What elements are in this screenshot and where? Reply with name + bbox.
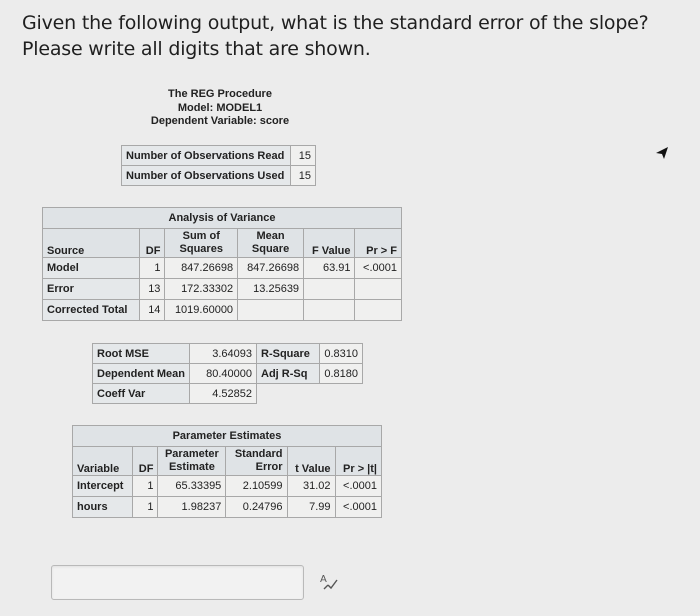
fit-statistics-table bbox=[92, 343, 363, 404]
table-row bbox=[43, 300, 402, 321]
coeffvar-value: 4.52852 bbox=[190, 384, 257, 404]
table-row bbox=[93, 344, 363, 364]
anova-f bbox=[304, 300, 355, 321]
anova-p bbox=[355, 279, 402, 300]
param-se: 0.24796 bbox=[226, 497, 287, 518]
coeffvar-label: Coeff Var bbox=[93, 384, 190, 404]
anova-col-ss-bottom: Squares bbox=[179, 243, 223, 255]
root-mse-label: Root MSE bbox=[93, 344, 190, 364]
anova-col-ss bbox=[165, 229, 238, 258]
anova-col-df: DF bbox=[139, 229, 165, 258]
rsq-label: R-Square bbox=[257, 344, 320, 364]
params-title: Parameter Estimates bbox=[73, 426, 382, 447]
param-t: 7.99 bbox=[287, 497, 335, 518]
answer-input[interactable] bbox=[51, 565, 304, 600]
table-row bbox=[43, 208, 402, 229]
params-col-se-bottom: Error bbox=[255, 461, 283, 473]
dep-mean-label: Dependent Mean bbox=[93, 364, 190, 384]
anova-col-ms bbox=[238, 229, 304, 258]
anova-ss: 172.33302 bbox=[165, 279, 238, 300]
proc-title: The REG Procedure bbox=[168, 88, 272, 100]
anova-col-source: Source bbox=[43, 229, 140, 258]
anova-source: Corrected Total bbox=[43, 300, 140, 321]
params-col-se bbox=[226, 447, 287, 476]
param-p: <.0001 bbox=[335, 476, 381, 497]
param-p: <.0001 bbox=[335, 497, 381, 518]
anova-ms: 13.25639 bbox=[238, 279, 304, 300]
adjrsq-label: Adj R-Sq bbox=[257, 364, 320, 384]
params-col-t: t Value bbox=[287, 447, 335, 476]
proc-dependent: Dependent Variable: score bbox=[150, 115, 290, 127]
params-col-se-top: Standard bbox=[234, 448, 283, 460]
obs-read-label: Number of Observations Read bbox=[122, 146, 291, 166]
table-row bbox=[43, 279, 402, 300]
anova-source: Model bbox=[43, 258, 140, 279]
param-df: 1 bbox=[132, 497, 158, 518]
anova-ss: 1019.60000 bbox=[165, 300, 238, 321]
param-estimate: 1.98237 bbox=[158, 497, 226, 518]
params-col-p: Pr > |t| bbox=[335, 447, 381, 476]
anova-col-p: Pr > F bbox=[355, 229, 402, 258]
table-header-row bbox=[43, 229, 402, 258]
question-text: Given the following output, what is the standard error of the slope? Please write all digits that are shown. bbox=[22, 12, 649, 60]
adjrsq-value: 0.8180 bbox=[320, 364, 363, 384]
anova-table bbox=[42, 207, 402, 321]
params-col-df: DF bbox=[132, 447, 158, 476]
params-col-variable: Variable bbox=[73, 447, 133, 476]
table-header-row bbox=[73, 447, 382, 476]
rsq-value: 0.8310 bbox=[320, 344, 363, 364]
proc-header bbox=[130, 88, 310, 129]
anova-ms: 847.26698 bbox=[238, 258, 304, 279]
anova-df: 1 bbox=[139, 258, 165, 279]
anova-col-ms-bottom: Square bbox=[251, 243, 290, 255]
anova-df: 14 bbox=[139, 300, 165, 321]
anova-f: 63.91 bbox=[304, 258, 355, 279]
anova-ss: 847.26698 bbox=[165, 258, 238, 279]
table-row bbox=[93, 364, 363, 384]
obs-read-value: 15 bbox=[291, 146, 316, 166]
params-col-estimate bbox=[158, 447, 226, 476]
anova-col-f: F Value bbox=[304, 229, 355, 258]
obs-used-label: Number of Observations Used bbox=[122, 166, 291, 186]
svg-text:A: A bbox=[320, 574, 327, 585]
param-estimate: 65.33395 bbox=[158, 476, 226, 497]
anova-source: Error bbox=[43, 279, 140, 300]
obs-used-value: 15 bbox=[291, 166, 316, 186]
anova-df: 13 bbox=[139, 279, 165, 300]
param-t: 31.02 bbox=[287, 476, 335, 497]
params-col-estimate-bottom: Estimate bbox=[168, 461, 215, 473]
param-variable: Intercept bbox=[73, 476, 133, 497]
table-row bbox=[122, 146, 316, 166]
proc-model: Model: MODEL1 bbox=[177, 101, 263, 114]
anova-f bbox=[304, 279, 355, 300]
params-col-estimate-top: Parameter bbox=[164, 448, 219, 460]
table-row bbox=[73, 476, 382, 497]
anova-ms bbox=[238, 300, 304, 321]
root-mse-value: 3.64093 bbox=[190, 344, 257, 364]
table-row bbox=[122, 166, 316, 186]
param-df: 1 bbox=[132, 476, 158, 497]
param-variable: hours bbox=[73, 497, 133, 518]
dep-mean-value: 80.40000 bbox=[190, 364, 257, 384]
spellcheck-icon[interactable] bbox=[318, 572, 340, 592]
table-row bbox=[73, 497, 382, 518]
anova-col-ms-top: Mean bbox=[256, 230, 285, 242]
table-row bbox=[43, 258, 402, 279]
anova-col-ss-top: Sum of bbox=[182, 230, 220, 242]
table-row bbox=[73, 426, 382, 447]
table-row bbox=[93, 384, 363, 404]
anova-p: <.0001 bbox=[355, 258, 402, 279]
anova-title: Analysis of Variance bbox=[43, 208, 402, 229]
parameter-estimates-table bbox=[72, 425, 382, 518]
observations-table bbox=[121, 145, 316, 186]
mouse-cursor-icon bbox=[655, 145, 669, 161]
anova-p bbox=[355, 300, 402, 321]
param-se: 2.10599 bbox=[226, 476, 287, 497]
